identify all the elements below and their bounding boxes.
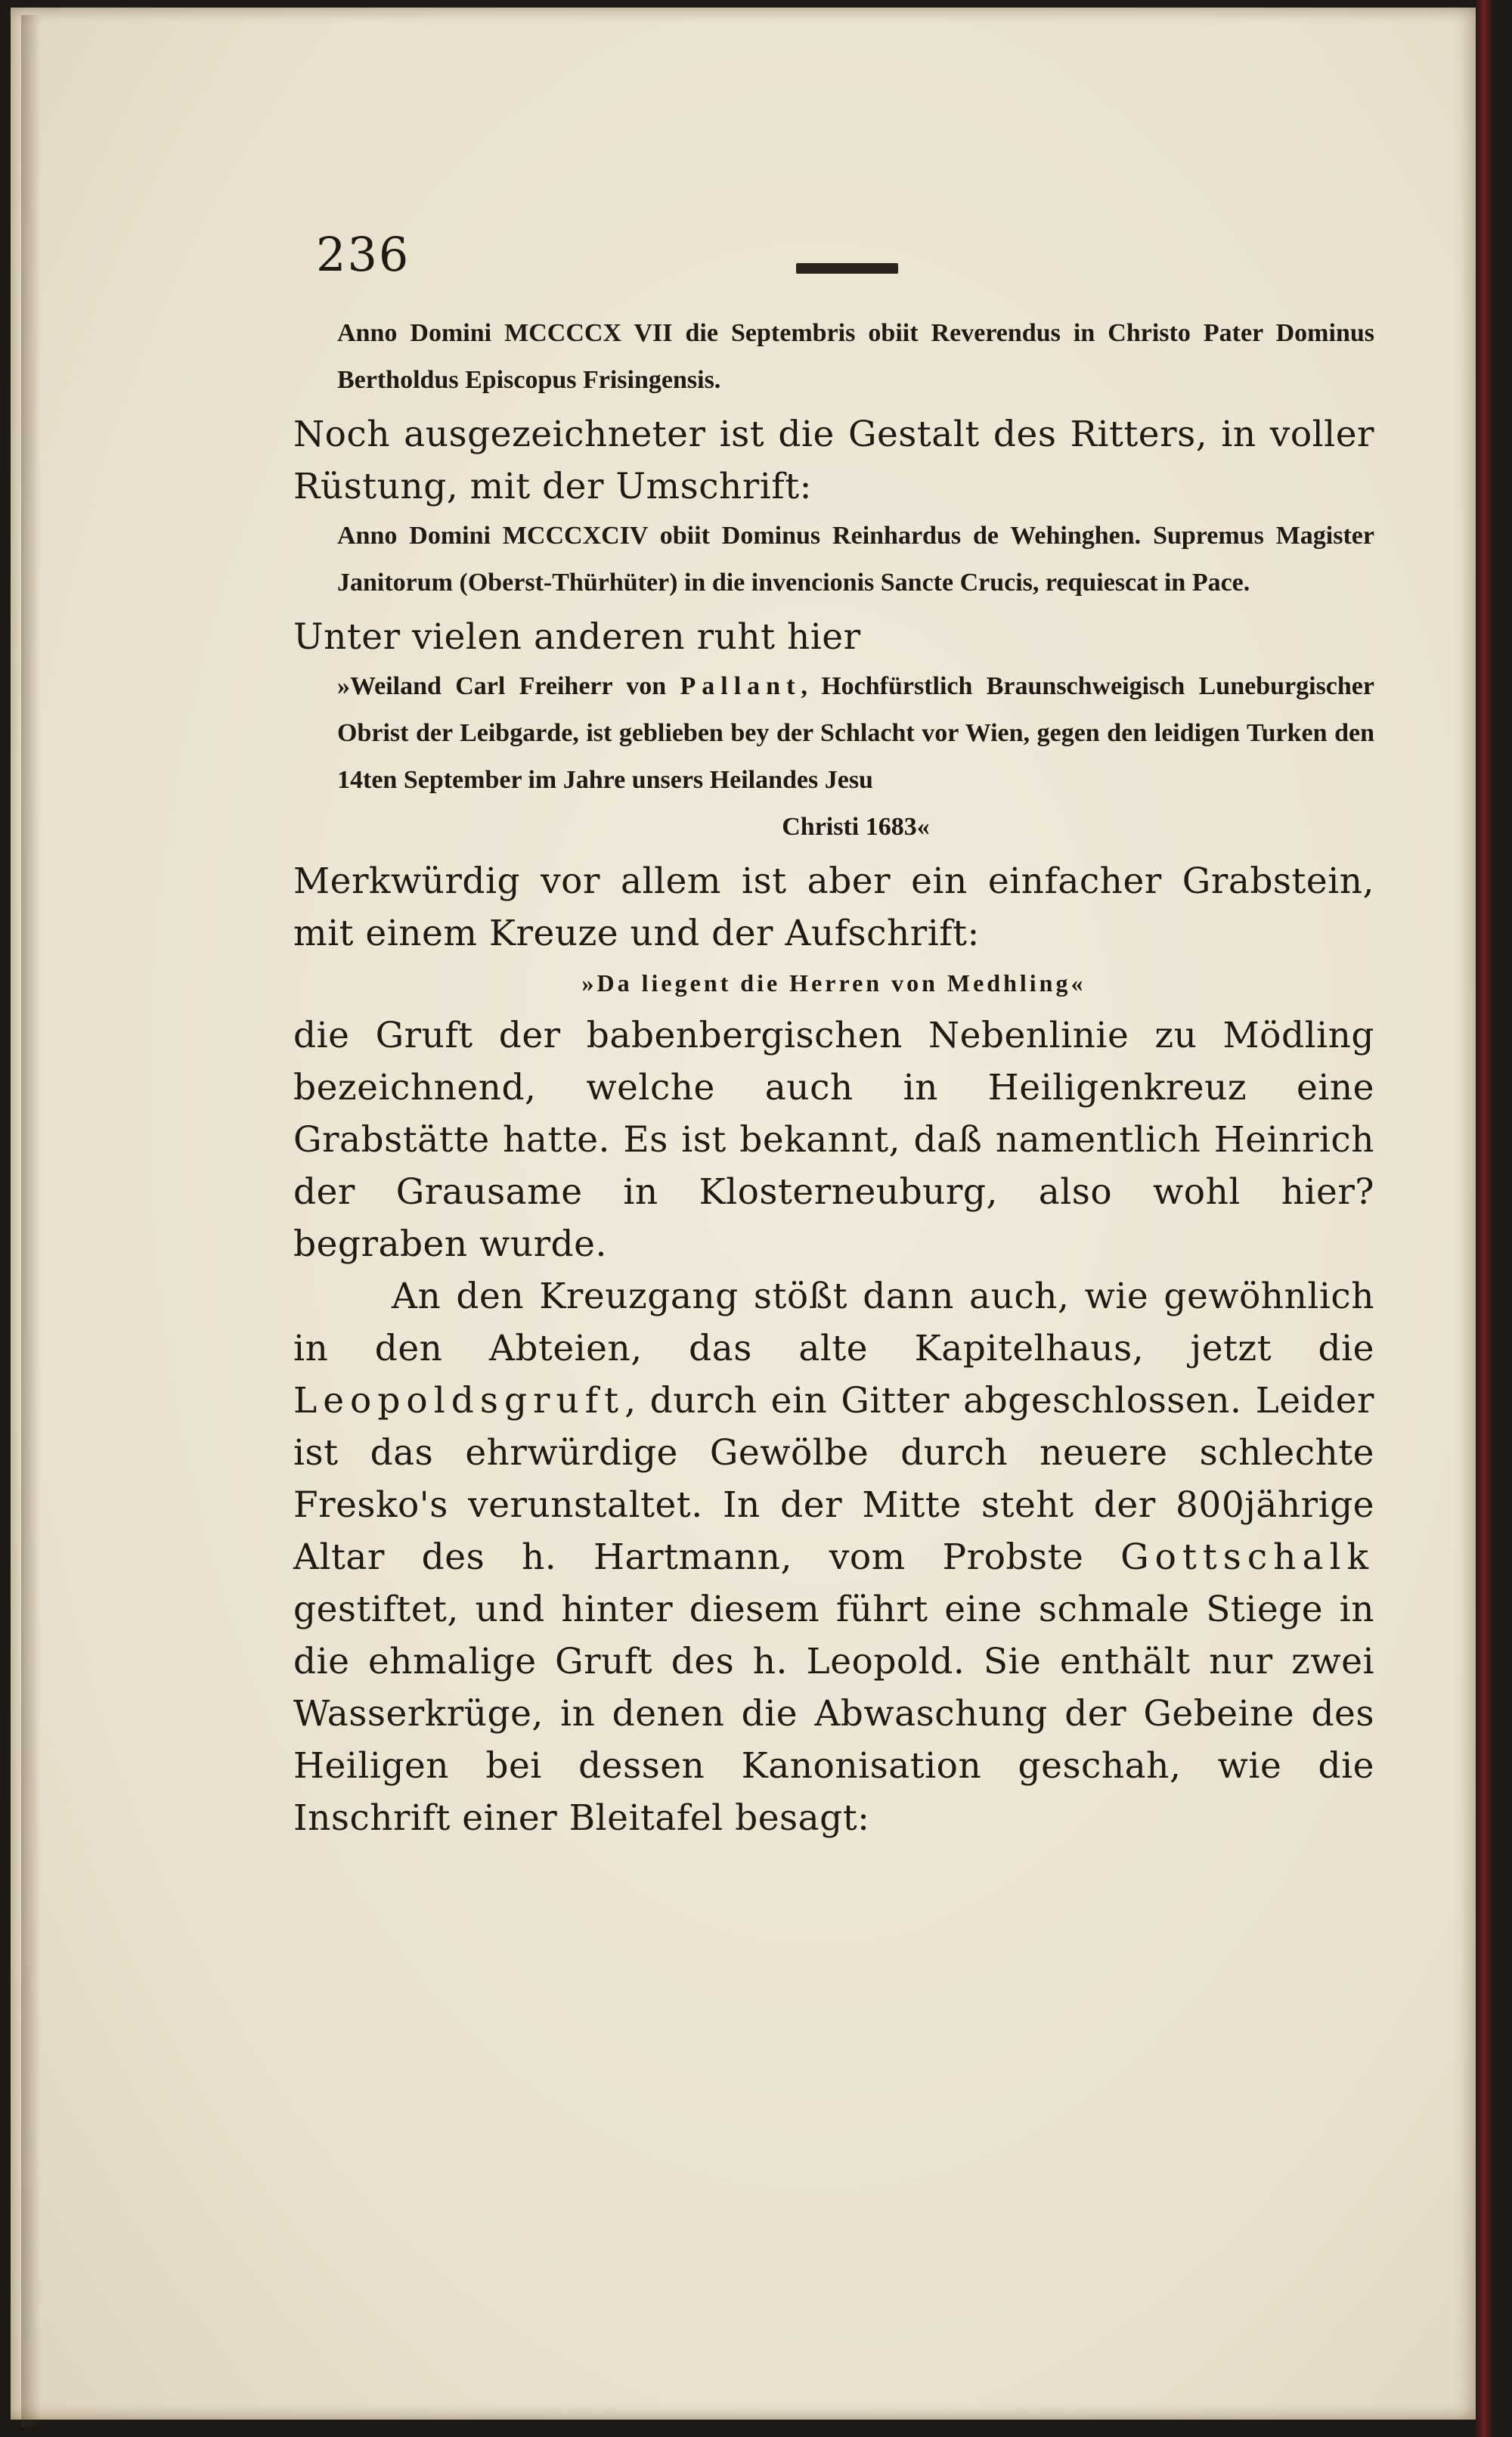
inscription-pallant	[293, 663, 1374, 851]
paragraph-grabstein: Merkwürdig vor allem ist aber ein einfacher Grabstein, mit einem Kreuze und der Aufschrift:	[293, 860, 1374, 954]
inscription-pallant-last-line: Christi 1683«	[782, 813, 930, 841]
paragraph-kreuzgang-part-a: An den Kreuzgang stößt dann auch, wie gewöhnlich in den Abteien, das alte Kapitelhaus, jetzt die	[293, 1276, 1374, 1369]
leopoldsgruft-spaced: Leopoldsgruft	[293, 1380, 625, 1422]
inscription-bertholdus: Anno Domini MCCCCX VII die Septembris obiit Reverendus in Christo Pater Dominus Bertholdus Episcopus Frisingensis.	[337, 319, 1374, 394]
gottschalk-spaced: Gottschalk	[1120, 1536, 1374, 1578]
book-cover-edge	[1476, 0, 1492, 2437]
paragraph-kreuzgang-part-b: , durch ein Gitter abgeschlossen. Leider ist das ehrwürdige Gewölbe durch neuere schlechte Fresko's verunstaltet. In der Mitte steht der 800jährige Altar des h. Hartmann, vom Probste	[293, 1380, 1374, 1578]
paragraph-gruft: die Gruft der babenbergischen Nebenlinie zu Mödling bezeichnend, welche auch in Heiligenkreuz eine Grabstätte hatte. Es ist bekannt, daß namentlich Heinrich der Grausame in Klosterneuburg, also wohl hier? begraben wurde.	[293, 1015, 1374, 1265]
paragraph-kreuzgang	[293, 1270, 1374, 1844]
page-gutter-shadow	[21, 15, 41, 2427]
inscription-pallant-part-a: »Weiland Carl Freiherr von	[337, 672, 680, 700]
header-rule	[796, 263, 898, 274]
paragraph-unter-vielen: Unter vielen anderen ruht hier	[293, 616, 861, 658]
inscription-medhling: »Da liegent die Herren von Medhling«	[581, 969, 1086, 997]
page-header	[293, 227, 1374, 310]
page-number: 236	[316, 227, 411, 282]
paragraph-ritter: Noch ausgezeichneter ist die Gestalt des Ritters, in voller Rüstung, mit der Umschrift:	[293, 414, 1374, 507]
inscription-reinhardus: Anno Domini MCCCXCIV obiit Dominus Reinhardus de Wehinghen. Supremus Magister Janitorum (Oberst-Thürhüter) in die invencionis Sancte Crucis, requiescat in Pace.	[337, 522, 1374, 597]
inscription-pallant-name: Pallant	[680, 672, 801, 700]
paragraph-kreuzgang-part-c: gestiftet, und hinter diesem führt eine schmale Stiege in die ehmalige Gruft des h. Leopold. Sie enthält nur zwei Wasserkrüge, in denen die Abwaschung der Gebeine des Heiligen bei dessen Kanonisation geschah, wie die Inschrift einer Bleitafel besagt:	[293, 1589, 1374, 1839]
page-text-block	[293, 227, 1374, 1844]
inscription-pallant-part-b: , Hochfürstlich Braunschweigisch Luneburgischer Obrist der Leibgarde, ist geblieben bey der Schlacht vor Wien, gegen den leidigen Turken den 14ten September im Jahre unsers Heilandes Jesu	[337, 672, 1374, 794]
